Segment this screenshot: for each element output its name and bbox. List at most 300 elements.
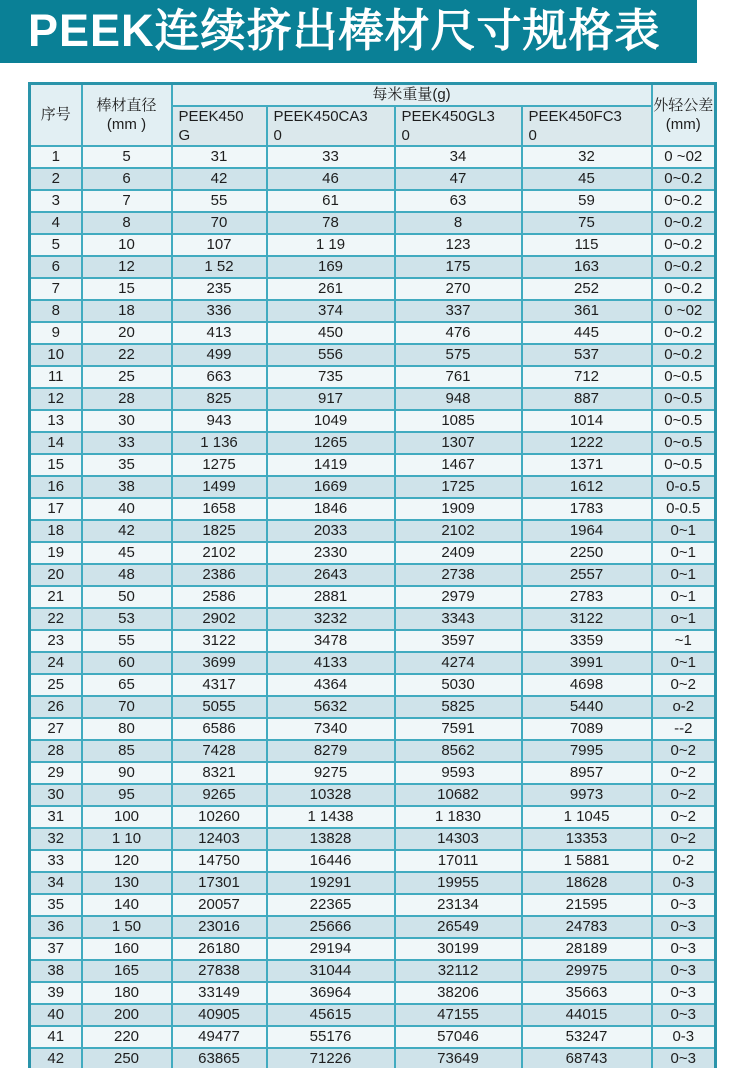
cell-diameter: 130 bbox=[82, 872, 172, 894]
cell-peek450g: 1 136 bbox=[172, 432, 267, 454]
cell-peek450g: 107 bbox=[172, 234, 267, 256]
cell-serial: 41 bbox=[30, 1026, 82, 1048]
cell-serial: 1 bbox=[30, 146, 82, 168]
cell-serial: 17 bbox=[30, 498, 82, 520]
cell-peek450fc30: 887 bbox=[522, 388, 652, 410]
cell-peek450gl30: 2409 bbox=[395, 542, 522, 564]
cell-peek450ca30: 2643 bbox=[267, 564, 395, 586]
cell-peek450g: 10260 bbox=[172, 806, 267, 828]
cell-peek450g: 20057 bbox=[172, 894, 267, 916]
cell-peek450fc30: 5440 bbox=[522, 696, 652, 718]
cell-tolerance: 0~o.5 bbox=[652, 432, 716, 454]
cell-serial: 10 bbox=[30, 344, 82, 366]
cell-peek450g: 26180 bbox=[172, 938, 267, 960]
cell-tolerance: 0~0.5 bbox=[652, 388, 716, 410]
cell-serial: 27 bbox=[30, 718, 82, 740]
cell-diameter: 220 bbox=[82, 1026, 172, 1048]
table-row bbox=[30, 1048, 716, 1068]
cell-peek450gl30: 2102 bbox=[395, 520, 522, 542]
cell-diameter: 40 bbox=[82, 498, 172, 520]
cell-tolerance: 0~0.2 bbox=[652, 256, 716, 278]
cell-diameter: 1 50 bbox=[82, 916, 172, 938]
table-row bbox=[30, 344, 716, 366]
cell-peek450g: 2386 bbox=[172, 564, 267, 586]
cell-peek450ca30: 8279 bbox=[267, 740, 395, 762]
cell-serial: 15 bbox=[30, 454, 82, 476]
cell-peek450gl30: 2738 bbox=[395, 564, 522, 586]
cell-serial: 8 bbox=[30, 300, 82, 322]
cell-peek450gl30: 57046 bbox=[395, 1026, 522, 1048]
cell-peek450g: 2902 bbox=[172, 608, 267, 630]
col-header-diameter-line1: 棒材直径 bbox=[96, 97, 157, 114]
cell-tolerance: 0~3 bbox=[652, 1048, 716, 1068]
cell-peek450ca30: 261 bbox=[267, 278, 395, 300]
cell-serial: 24 bbox=[30, 652, 82, 674]
cell-peek450fc30: 4698 bbox=[522, 674, 652, 696]
cell-peek450ca30: 10328 bbox=[267, 784, 395, 806]
table-row bbox=[30, 872, 716, 894]
cell-tolerance: 0~1 bbox=[652, 542, 716, 564]
cell-tolerance: 0~2 bbox=[652, 784, 716, 806]
cell-tolerance: 0~2 bbox=[652, 762, 716, 784]
cell-peek450ca30: 33 bbox=[267, 146, 395, 168]
cell-serial: 7 bbox=[30, 278, 82, 300]
cell-peek450gl30: 17011 bbox=[395, 850, 522, 872]
cell-tolerance: 0~0.2 bbox=[652, 234, 716, 256]
cell-diameter: 1 10 bbox=[82, 828, 172, 850]
grade-label-line2: 0 bbox=[273, 127, 282, 144]
cell-peek450g: 23016 bbox=[172, 916, 267, 938]
table-row bbox=[30, 828, 716, 850]
cell-tolerance: 0~0.2 bbox=[652, 190, 716, 212]
cell-peek450fc30: 75 bbox=[522, 212, 652, 234]
cell-peek450fc30: 13353 bbox=[522, 828, 652, 850]
cell-diameter: 55 bbox=[82, 630, 172, 652]
cell-peek450gl30: 19955 bbox=[395, 872, 522, 894]
table-row bbox=[30, 850, 716, 872]
table-row bbox=[30, 520, 716, 542]
cell-peek450gl30: 175 bbox=[395, 256, 522, 278]
cell-serial: 38 bbox=[30, 960, 82, 982]
cell-diameter: 70 bbox=[82, 696, 172, 718]
cell-serial: 28 bbox=[30, 740, 82, 762]
cell-peek450ca30: 61 bbox=[267, 190, 395, 212]
spec-table-body bbox=[30, 146, 716, 1068]
table-row bbox=[30, 300, 716, 322]
cell-peek450gl30: 1909 bbox=[395, 498, 522, 520]
cell-peek450ca30: 917 bbox=[267, 388, 395, 410]
page-title: PEEK连续挤出棒材尺寸规格表 bbox=[0, 0, 697, 63]
cell-peek450gl30: 3597 bbox=[395, 630, 522, 652]
table-row bbox=[30, 718, 716, 740]
cell-serial: 19 bbox=[30, 542, 82, 564]
cell-peek450gl30: 5825 bbox=[395, 696, 522, 718]
cell-diameter: 5 bbox=[82, 146, 172, 168]
cell-peek450g: 4317 bbox=[172, 674, 267, 696]
cell-tolerance: ~1 bbox=[652, 630, 716, 652]
cell-tolerance: 0~0.2 bbox=[652, 344, 716, 366]
cell-tolerance: 0~2 bbox=[652, 806, 716, 828]
cell-peek450fc30: 53247 bbox=[522, 1026, 652, 1048]
cell-peek450ca30: 1669 bbox=[267, 476, 395, 498]
cell-diameter: 28 bbox=[82, 388, 172, 410]
cell-diameter: 35 bbox=[82, 454, 172, 476]
cell-peek450fc30: 32 bbox=[522, 146, 652, 168]
cell-peek450fc30: 24783 bbox=[522, 916, 652, 938]
cell-tolerance: 0-2 bbox=[652, 850, 716, 872]
spec-table bbox=[28, 82, 717, 1068]
cell-peek450gl30: 47155 bbox=[395, 1004, 522, 1026]
cell-serial: 14 bbox=[30, 432, 82, 454]
cell-peek450ca30: 31044 bbox=[267, 960, 395, 982]
cell-peek450fc30: 1014 bbox=[522, 410, 652, 432]
cell-peek450ca30: 1265 bbox=[267, 432, 395, 454]
table-row bbox=[30, 454, 716, 476]
cell-peek450gl30: 575 bbox=[395, 344, 522, 366]
cell-peek450fc30: 3122 bbox=[522, 608, 652, 630]
cell-peek450fc30: 1371 bbox=[522, 454, 652, 476]
cell-serial: 22 bbox=[30, 608, 82, 630]
cell-peek450fc30: 9973 bbox=[522, 784, 652, 806]
cell-peek450ca30: 450 bbox=[267, 322, 395, 344]
cell-peek450fc30: 7089 bbox=[522, 718, 652, 740]
table-row bbox=[30, 696, 716, 718]
table-row bbox=[30, 234, 716, 256]
cell-diameter: 165 bbox=[82, 960, 172, 982]
cell-serial: 25 bbox=[30, 674, 82, 696]
cell-diameter: 10 bbox=[82, 234, 172, 256]
cell-peek450g: 12403 bbox=[172, 828, 267, 850]
cell-serial: 21 bbox=[30, 586, 82, 608]
cell-peek450fc30: 2557 bbox=[522, 564, 652, 586]
cell-peek450fc30: 28189 bbox=[522, 938, 652, 960]
cell-tolerance: --2 bbox=[652, 718, 716, 740]
cell-peek450fc30: 68743 bbox=[522, 1048, 652, 1068]
cell-peek450g: 1825 bbox=[172, 520, 267, 542]
cell-peek450gl30: 23134 bbox=[395, 894, 522, 916]
cell-tolerance: o-2 bbox=[652, 696, 716, 718]
cell-diameter: 12 bbox=[82, 256, 172, 278]
cell-peek450ca30: 2330 bbox=[267, 542, 395, 564]
cell-serial: 35 bbox=[30, 894, 82, 916]
cell-serial: 42 bbox=[30, 1048, 82, 1068]
cell-peek450ca30: 4133 bbox=[267, 652, 395, 674]
cell-diameter: 18 bbox=[82, 300, 172, 322]
cell-serial: 23 bbox=[30, 630, 82, 652]
cell-peek450g: 27838 bbox=[172, 960, 267, 982]
cell-diameter: 85 bbox=[82, 740, 172, 762]
cell-peek450fc30: 45 bbox=[522, 168, 652, 190]
cell-peek450gl30: 14303 bbox=[395, 828, 522, 850]
cell-tolerance: 0~0.2 bbox=[652, 322, 716, 344]
table-row bbox=[30, 190, 716, 212]
cell-tolerance: 0~2 bbox=[652, 828, 716, 850]
cell-serial: 11 bbox=[30, 366, 82, 388]
cell-diameter: 45 bbox=[82, 542, 172, 564]
cell-peek450g: 14750 bbox=[172, 850, 267, 872]
cell-peek450ca30: 3478 bbox=[267, 630, 395, 652]
cell-peek450gl30: 30199 bbox=[395, 938, 522, 960]
cell-peek450g: 825 bbox=[172, 388, 267, 410]
cell-tolerance: 0~1 bbox=[652, 564, 716, 586]
cell-serial: 2 bbox=[30, 168, 82, 190]
cell-peek450gl30: 476 bbox=[395, 322, 522, 344]
cell-diameter: 8 bbox=[82, 212, 172, 234]
table-row bbox=[30, 938, 716, 960]
cell-peek450fc30: 7995 bbox=[522, 740, 652, 762]
cell-peek450fc30: 8957 bbox=[522, 762, 652, 784]
cell-diameter: 33 bbox=[82, 432, 172, 454]
cell-serial: 31 bbox=[30, 806, 82, 828]
cell-diameter: 15 bbox=[82, 278, 172, 300]
cell-tolerance: 0~0.2 bbox=[652, 168, 716, 190]
grade-label-line2: 0 bbox=[401, 127, 410, 144]
table-row bbox=[30, 388, 716, 410]
cell-peek450ca30: 735 bbox=[267, 366, 395, 388]
table-row bbox=[30, 212, 716, 234]
col-header-serial: 序号 bbox=[30, 84, 82, 147]
cell-peek450g: 1499 bbox=[172, 476, 267, 498]
table-row bbox=[30, 168, 716, 190]
cell-peek450gl30: 4274 bbox=[395, 652, 522, 674]
cell-serial: 33 bbox=[30, 850, 82, 872]
table-row bbox=[30, 542, 716, 564]
cell-peek450ca30: 1 19 bbox=[267, 234, 395, 256]
cell-peek450gl30: 2979 bbox=[395, 586, 522, 608]
grade-label-line1: PEEK450CA3 bbox=[273, 108, 368, 125]
cell-peek450gl30: 1307 bbox=[395, 432, 522, 454]
table-row bbox=[30, 762, 716, 784]
cell-peek450ca30: 1419 bbox=[267, 454, 395, 476]
cell-diameter: 42 bbox=[82, 520, 172, 542]
cell-serial: 13 bbox=[30, 410, 82, 432]
cell-peek450g: 1658 bbox=[172, 498, 267, 520]
cell-peek450fc30: 445 bbox=[522, 322, 652, 344]
col-header-tolerance-line2: (mm) bbox=[665, 116, 701, 133]
cell-peek450fc30: 1783 bbox=[522, 498, 652, 520]
cell-peek450gl30: 1 1830 bbox=[395, 806, 522, 828]
cell-peek450fc30: 1964 bbox=[522, 520, 652, 542]
cell-serial: 18 bbox=[30, 520, 82, 542]
cell-tolerance: 0~3 bbox=[652, 960, 716, 982]
cell-diameter: 60 bbox=[82, 652, 172, 674]
table-row bbox=[30, 894, 716, 916]
cell-serial: 4 bbox=[30, 212, 82, 234]
cell-serial: 3 bbox=[30, 190, 82, 212]
cell-peek450fc30: 537 bbox=[522, 344, 652, 366]
cell-serial: 5 bbox=[30, 234, 82, 256]
cell-peek450fc30: 29975 bbox=[522, 960, 652, 982]
cell-peek450g: 40905 bbox=[172, 1004, 267, 1026]
cell-peek450g: 9265 bbox=[172, 784, 267, 806]
cell-peek450gl30: 73649 bbox=[395, 1048, 522, 1068]
cell-peek450ca30: 25666 bbox=[267, 916, 395, 938]
table-row bbox=[30, 278, 716, 300]
cell-peek450ca30: 556 bbox=[267, 344, 395, 366]
cell-serial: 16 bbox=[30, 476, 82, 498]
cell-peek450g: 7428 bbox=[172, 740, 267, 762]
cell-peek450fc30: 3359 bbox=[522, 630, 652, 652]
cell-serial: 9 bbox=[30, 322, 82, 344]
cell-peek450fc30: 1612 bbox=[522, 476, 652, 498]
cell-peek450ca30: 71226 bbox=[267, 1048, 395, 1068]
cell-peek450gl30: 63 bbox=[395, 190, 522, 212]
cell-peek450ca30: 45615 bbox=[267, 1004, 395, 1026]
cell-peek450g: 413 bbox=[172, 322, 267, 344]
cell-serial: 29 bbox=[30, 762, 82, 784]
cell-peek450ca30: 2033 bbox=[267, 520, 395, 542]
cell-peek450gl30: 948 bbox=[395, 388, 522, 410]
cell-peek450g: 3122 bbox=[172, 630, 267, 652]
cell-peek450g: 6586 bbox=[172, 718, 267, 740]
table-row bbox=[30, 960, 716, 982]
cell-peek450g: 55 bbox=[172, 190, 267, 212]
table-row bbox=[30, 410, 716, 432]
col-header-peek450fc30 bbox=[522, 106, 652, 146]
cell-tolerance: 0~1 bbox=[652, 586, 716, 608]
cell-peek450fc30: 712 bbox=[522, 366, 652, 388]
table-row bbox=[30, 322, 716, 344]
cell-peek450gl30: 8 bbox=[395, 212, 522, 234]
cell-peek450ca30: 5632 bbox=[267, 696, 395, 718]
cell-peek450fc30: 1222 bbox=[522, 432, 652, 454]
table-row bbox=[30, 806, 716, 828]
cell-peek450ca30: 55176 bbox=[267, 1026, 395, 1048]
table-row bbox=[30, 432, 716, 454]
cell-peek450gl30: 8562 bbox=[395, 740, 522, 762]
grade-label-line1: PEEK450FC3 bbox=[528, 108, 622, 125]
cell-tolerance: 0~0.2 bbox=[652, 212, 716, 234]
cell-peek450g: 943 bbox=[172, 410, 267, 432]
cell-peek450gl30: 1085 bbox=[395, 410, 522, 432]
cell-tolerance: 0~2 bbox=[652, 674, 716, 696]
cell-peek450ca30: 78 bbox=[267, 212, 395, 234]
cell-tolerance: o~1 bbox=[652, 608, 716, 630]
cell-serial: 6 bbox=[30, 256, 82, 278]
col-header-tolerance bbox=[652, 84, 716, 147]
cell-peek450g: 42 bbox=[172, 168, 267, 190]
cell-peek450fc30: 18628 bbox=[522, 872, 652, 894]
cell-peek450fc30: 1 5881 bbox=[522, 850, 652, 872]
header-row-top bbox=[30, 84, 716, 107]
table-row bbox=[30, 564, 716, 586]
cell-diameter: 160 bbox=[82, 938, 172, 960]
cell-peek450g: 31 bbox=[172, 146, 267, 168]
cell-serial: 12 bbox=[30, 388, 82, 410]
cell-peek450g: 5055 bbox=[172, 696, 267, 718]
cell-serial: 37 bbox=[30, 938, 82, 960]
table-row bbox=[30, 784, 716, 806]
grade-label-line1: PEEK450GL3 bbox=[401, 108, 495, 125]
cell-peek450gl30: 9593 bbox=[395, 762, 522, 784]
table-row bbox=[30, 674, 716, 696]
cell-tolerance: 0-o.5 bbox=[652, 476, 716, 498]
cell-peek450gl30: 123 bbox=[395, 234, 522, 256]
cell-peek450g: 663 bbox=[172, 366, 267, 388]
cell-serial: 26 bbox=[30, 696, 82, 718]
cell-diameter: 25 bbox=[82, 366, 172, 388]
cell-tolerance: 0-3 bbox=[652, 872, 716, 894]
cell-serial: 30 bbox=[30, 784, 82, 806]
cell-peek450ca30: 2881 bbox=[267, 586, 395, 608]
cell-diameter: 53 bbox=[82, 608, 172, 630]
cell-tolerance: 0~0.5 bbox=[652, 366, 716, 388]
cell-diameter: 65 bbox=[82, 674, 172, 696]
cell-peek450gl30: 1467 bbox=[395, 454, 522, 476]
table-row bbox=[30, 146, 716, 168]
cell-diameter: 48 bbox=[82, 564, 172, 586]
cell-diameter: 100 bbox=[82, 806, 172, 828]
grade-label-line2: G bbox=[178, 127, 191, 144]
cell-tolerance: 0~3 bbox=[652, 982, 716, 1004]
table-row bbox=[30, 1026, 716, 1048]
cell-tolerance: 0~1 bbox=[652, 520, 716, 542]
cell-peek450ca30: 22365 bbox=[267, 894, 395, 916]
cell-diameter: 20 bbox=[82, 322, 172, 344]
col-header-diameter bbox=[82, 84, 172, 147]
cell-peek450ca30: 169 bbox=[267, 256, 395, 278]
cell-peek450gl30: 47 bbox=[395, 168, 522, 190]
cell-diameter: 50 bbox=[82, 586, 172, 608]
cell-tolerance: 0~2 bbox=[652, 740, 716, 762]
cell-peek450ca30: 9275 bbox=[267, 762, 395, 784]
cell-peek450ca30: 16446 bbox=[267, 850, 395, 872]
cell-serial: 36 bbox=[30, 916, 82, 938]
cell-serial: 39 bbox=[30, 982, 82, 1004]
cell-peek450gl30: 26549 bbox=[395, 916, 522, 938]
cell-diameter: 180 bbox=[82, 982, 172, 1004]
col-header-tolerance-line1: 外轻公差 bbox=[653, 97, 714, 114]
cell-peek450ca30: 3232 bbox=[267, 608, 395, 630]
table-row bbox=[30, 608, 716, 630]
cell-peek450fc30: 252 bbox=[522, 278, 652, 300]
cell-peek450ca30: 29194 bbox=[267, 938, 395, 960]
cell-peek450gl30: 270 bbox=[395, 278, 522, 300]
cell-diameter: 140 bbox=[82, 894, 172, 916]
cell-peek450ca30: 1846 bbox=[267, 498, 395, 520]
cell-serial: 32 bbox=[30, 828, 82, 850]
cell-peek450g: 3699 bbox=[172, 652, 267, 674]
col-header-peek450g bbox=[172, 106, 267, 146]
cell-peek450fc30: 59 bbox=[522, 190, 652, 212]
cell-peek450ca30: 1049 bbox=[267, 410, 395, 432]
cell-peek450g: 1275 bbox=[172, 454, 267, 476]
grade-label-line2: 0 bbox=[528, 127, 537, 144]
cell-tolerance: 0-3 bbox=[652, 1026, 716, 1048]
cell-peek450g: 336 bbox=[172, 300, 267, 322]
cell-tolerance: 0~3 bbox=[652, 938, 716, 960]
table-row bbox=[30, 586, 716, 608]
cell-peek450fc30: 44015 bbox=[522, 1004, 652, 1026]
table-row bbox=[30, 256, 716, 278]
cell-tolerance: 0~0.5 bbox=[652, 454, 716, 476]
cell-diameter: 95 bbox=[82, 784, 172, 806]
cell-tolerance: 0~1 bbox=[652, 652, 716, 674]
cell-diameter: 7 bbox=[82, 190, 172, 212]
cell-peek450g: 33149 bbox=[172, 982, 267, 1004]
cell-peek450fc30: 361 bbox=[522, 300, 652, 322]
cell-peek450g: 499 bbox=[172, 344, 267, 366]
cell-peek450fc30: 163 bbox=[522, 256, 652, 278]
cell-peek450g: 2102 bbox=[172, 542, 267, 564]
cell-peek450fc30: 115 bbox=[522, 234, 652, 256]
cell-peek450gl30: 10682 bbox=[395, 784, 522, 806]
cell-tolerance: 0 ~02 bbox=[652, 146, 716, 168]
table-row bbox=[30, 630, 716, 652]
cell-peek450gl30: 5030 bbox=[395, 674, 522, 696]
cell-diameter: 200 bbox=[82, 1004, 172, 1026]
cell-peek450g: 49477 bbox=[172, 1026, 267, 1048]
